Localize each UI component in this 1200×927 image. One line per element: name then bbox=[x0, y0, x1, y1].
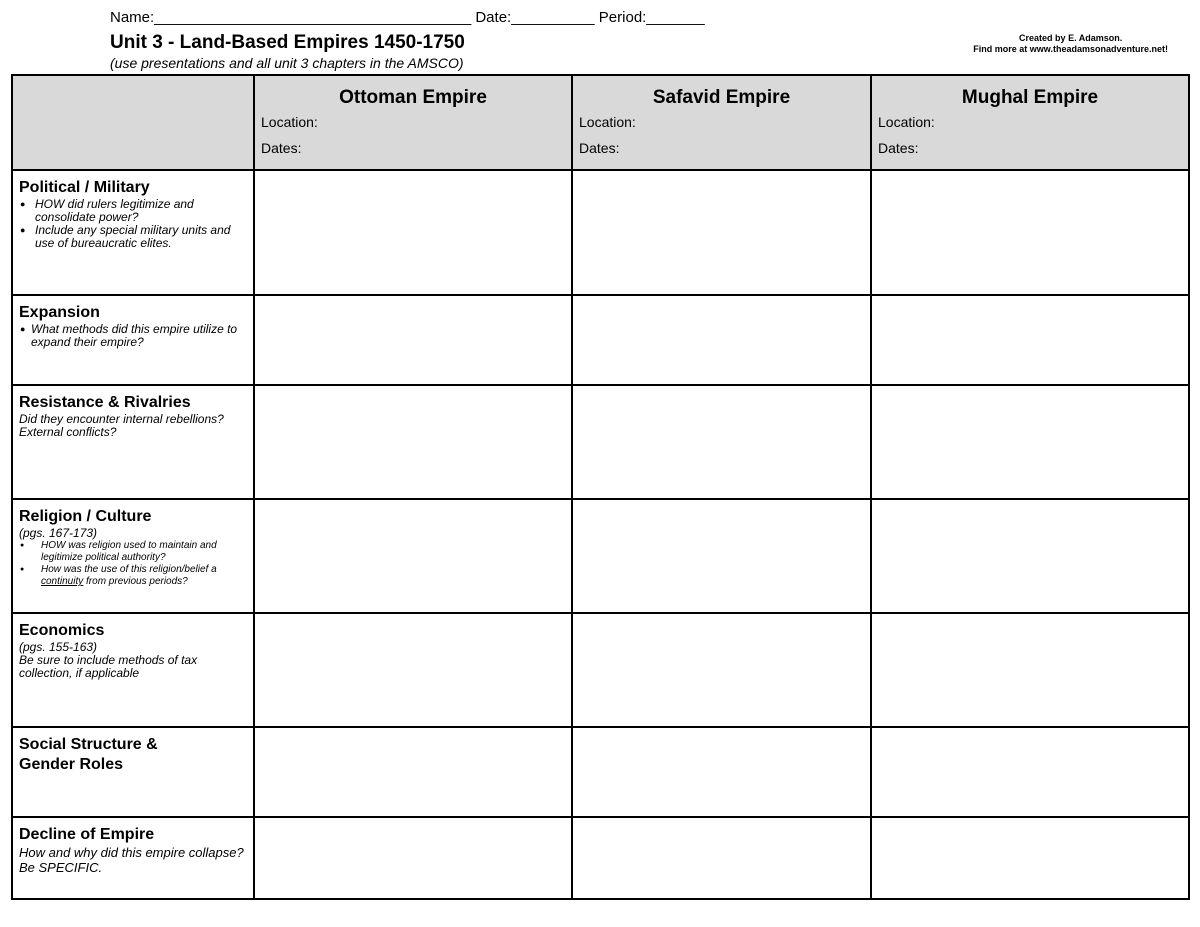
dates-label: Dates: bbox=[579, 140, 620, 156]
answer-cell-mughal[interactable] bbox=[871, 295, 1189, 385]
prompt-text: from previous periods? bbox=[83, 576, 188, 587]
row-expansion bbox=[12, 295, 1189, 385]
answer-cell-ottoman[interactable] bbox=[254, 385, 572, 499]
row-header bbox=[12, 499, 254, 613]
credit-author: Created by E. Adamson. bbox=[1019, 33, 1123, 43]
prompt-bullet: ● Include any special military units and use of bureaucratic elites. bbox=[19, 224, 247, 250]
answer-cell-ottoman[interactable] bbox=[254, 727, 572, 817]
row-decline bbox=[12, 817, 1189, 899]
page-title: Unit 3 - Land-Based Empires 1450-1750 bbox=[110, 32, 465, 53]
location-label: Location: bbox=[579, 114, 636, 130]
column-safavid bbox=[572, 75, 871, 170]
prompt-bullet: ● HOW was religion used to maintain and legitimize political authority? bbox=[19, 540, 247, 564]
credit bbox=[973, 33, 1168, 55]
answer-cell-safavid[interactable] bbox=[572, 613, 871, 727]
answer-cell-safavid[interactable] bbox=[572, 295, 871, 385]
column-title: Mughal Empire bbox=[961, 87, 1099, 108]
prompt-bullet: ● What methods did this empire utilize to expand their empire? bbox=[19, 323, 247, 349]
answer-cell-mughal[interactable] bbox=[871, 613, 1189, 727]
row-prompt: How and why did this empire collapse? Be SPECIFIC. bbox=[19, 845, 244, 875]
column-mughal bbox=[871, 75, 1189, 170]
answer-cell-safavid[interactable] bbox=[572, 170, 871, 295]
row-economics bbox=[12, 613, 1189, 727]
column-title: Ottoman Empire bbox=[339, 87, 487, 108]
row-header bbox=[12, 727, 254, 817]
answer-cell-ottoman[interactable] bbox=[254, 499, 572, 613]
row-prompts bbox=[19, 540, 247, 588]
row-header bbox=[12, 170, 254, 295]
answer-cell-mughal[interactable] bbox=[871, 727, 1189, 817]
prompt-bullet bbox=[19, 564, 247, 588]
row-title: Gender Roles bbox=[19, 756, 124, 773]
row-header bbox=[12, 817, 254, 899]
answer-cell-safavid[interactable] bbox=[572, 385, 871, 499]
answer-cell-ottoman[interactable] bbox=[254, 613, 572, 727]
page-subtitle: (use presentations and all unit 3 chapters in the AMSCO) bbox=[110, 55, 464, 71]
corner-cell bbox=[12, 75, 254, 170]
answer-cell-safavid[interactable] bbox=[572, 727, 871, 817]
answer-cell-safavid[interactable] bbox=[572, 499, 871, 613]
row-political-military bbox=[12, 170, 1189, 295]
prompt-bullet: ● HOW did rulers legitimize and consolidate power? bbox=[19, 198, 247, 224]
row-title: Religion / Culture bbox=[19, 508, 152, 525]
column-ottoman bbox=[254, 75, 572, 170]
credit-website: Find more at www.theadamsonadventure.net! bbox=[973, 44, 1168, 54]
dates-label: Dates: bbox=[261, 140, 302, 156]
row-prompt: Did they encounter internal rebellions? External conflicts? bbox=[19, 412, 224, 439]
name-date-period-line: Name:______________________________________ Date:__________ Period:_______ bbox=[110, 9, 705, 26]
row-title: Decline of Empire bbox=[19, 826, 155, 843]
graphic-organizer-table bbox=[11, 74, 1190, 900]
answer-cell-ottoman[interactable] bbox=[254, 295, 572, 385]
answer-cell-safavid[interactable] bbox=[572, 817, 871, 899]
row-resistance-rivalries bbox=[12, 385, 1189, 499]
prompt-text: How was the use of this religion/belief a bbox=[41, 564, 217, 575]
row-header bbox=[12, 613, 254, 727]
row-header bbox=[12, 295, 254, 385]
underlined-term: continuity bbox=[41, 576, 84, 587]
row-header bbox=[12, 385, 254, 499]
row-social-structure bbox=[12, 727, 1189, 817]
row-title: Resistance & Rivalries bbox=[19, 394, 191, 411]
answer-cell-mughal[interactable] bbox=[871, 499, 1189, 613]
answer-cell-mughal[interactable] bbox=[871, 170, 1189, 295]
row-prompts bbox=[19, 323, 247, 349]
dates-label: Dates: bbox=[878, 140, 919, 156]
row-title: Expansion bbox=[19, 304, 100, 321]
row-title: Political / Military bbox=[19, 179, 150, 196]
answer-cell-mughal[interactable] bbox=[871, 385, 1189, 499]
row-title: Economics bbox=[19, 622, 105, 639]
row-prompts bbox=[19, 198, 247, 250]
location-label: Location: bbox=[261, 114, 318, 130]
answer-cell-ottoman[interactable] bbox=[254, 817, 572, 899]
column-title: Safavid Empire bbox=[652, 87, 791, 108]
page-reference: (pgs. 155-163) bbox=[19, 640, 98, 654]
page-reference: (pgs. 167-173) bbox=[19, 526, 98, 540]
header-row bbox=[12, 75, 1189, 170]
location-label: Location: bbox=[878, 114, 935, 130]
row-religion-culture bbox=[12, 499, 1189, 613]
row-title: Social Structure & bbox=[19, 736, 158, 753]
row-prompt: Be sure to include methods of tax collection, if applicable bbox=[19, 653, 198, 680]
answer-cell-mughal[interactable] bbox=[871, 817, 1189, 899]
answer-cell-ottoman[interactable] bbox=[254, 170, 572, 295]
